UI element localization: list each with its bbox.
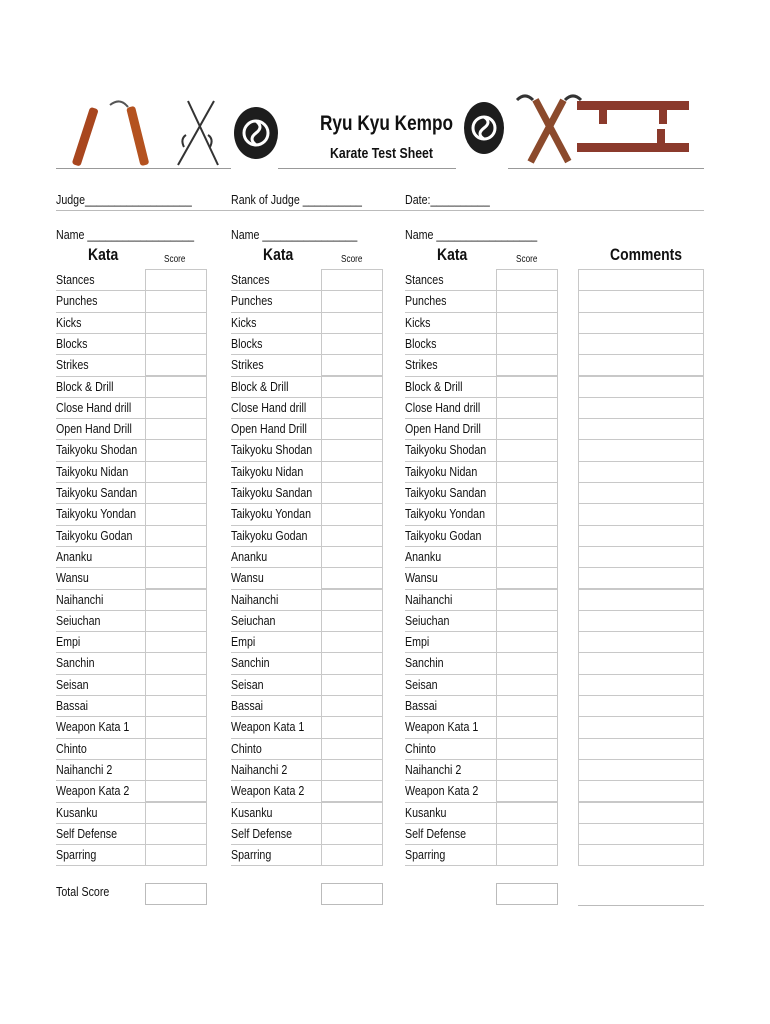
kata-label: Seisan bbox=[56, 676, 89, 692]
judge-field[interactable]: Judge__________________ bbox=[56, 192, 192, 207]
score-cell[interactable] bbox=[145, 780, 207, 802]
score-cell[interactable] bbox=[145, 503, 207, 525]
kata-label: Chinto bbox=[56, 740, 87, 756]
score-heading: Score bbox=[164, 254, 186, 265]
kata-label: Kusanku bbox=[405, 804, 447, 820]
score-cell[interactable] bbox=[321, 290, 383, 312]
score-cell[interactable] bbox=[321, 418, 383, 440]
comment-cell[interactable] bbox=[578, 716, 704, 738]
sai-icon bbox=[170, 95, 230, 170]
kama-icon bbox=[515, 90, 583, 170]
kata-label: Strikes bbox=[405, 357, 438, 373]
comment-cell[interactable] bbox=[578, 503, 704, 525]
comment-cell[interactable] bbox=[578, 674, 704, 696]
score-cell[interactable] bbox=[496, 674, 558, 696]
kata-label: Open Hand Drill bbox=[231, 421, 307, 437]
score-cell[interactable] bbox=[496, 439, 558, 461]
score-cell[interactable] bbox=[321, 780, 383, 802]
comment-cell[interactable] bbox=[578, 589, 704, 611]
comment-cell[interactable] bbox=[578, 844, 704, 866]
score-cell[interactable] bbox=[321, 439, 383, 461]
kata-label: Naihanchi bbox=[231, 591, 279, 607]
score-cell[interactable] bbox=[496, 461, 558, 483]
kata-label: Blocks bbox=[56, 335, 88, 351]
score-cell[interactable] bbox=[321, 802, 383, 824]
score-cell[interactable] bbox=[321, 269, 383, 291]
tonfa-icon bbox=[575, 95, 695, 165]
score-cell[interactable] bbox=[145, 397, 207, 419]
kata-label: Taikyoku Sandan bbox=[56, 485, 138, 500]
score-cell[interactable] bbox=[496, 418, 558, 440]
kata-label: Weapon Kata 2 bbox=[56, 783, 130, 799]
kata-label: Close Hand drill bbox=[405, 399, 481, 415]
kata-label: Self Defense bbox=[231, 825, 293, 841]
page-title: Ryu Kyu Kempo bbox=[320, 112, 453, 135]
score-cell[interactable] bbox=[496, 312, 558, 334]
score-cell[interactable] bbox=[321, 716, 383, 738]
comment-cell[interactable] bbox=[578, 290, 704, 312]
kata-label: Taikyoku Nidan bbox=[231, 463, 304, 479]
comment-cell[interactable] bbox=[578, 333, 704, 355]
nunchaku-icon bbox=[72, 95, 152, 170]
kata-label: Chinto bbox=[405, 740, 436, 756]
kata-label: Strikes bbox=[56, 357, 89, 373]
kata-label: Naihanchi 2 bbox=[231, 761, 288, 777]
score-cell[interactable] bbox=[321, 610, 383, 632]
kata-label: Taikyoku Shodan bbox=[231, 442, 313, 458]
score-cell[interactable] bbox=[496, 631, 558, 653]
kata-label: Seisan bbox=[405, 676, 438, 692]
divider bbox=[56, 210, 704, 211]
score-cell[interactable] bbox=[496, 290, 558, 312]
total-score-label: Total Score bbox=[56, 884, 110, 899]
total-score-box-2[interactable] bbox=[321, 883, 383, 905]
kata-label: Bassai bbox=[231, 698, 264, 713]
score-cell[interactable] bbox=[145, 823, 207, 845]
kata-label: Open Hand Drill bbox=[56, 421, 132, 437]
score-cell[interactable] bbox=[321, 354, 383, 376]
kata-label: Strikes bbox=[231, 357, 264, 373]
rank-of-judge-field[interactable]: Rank of Judge __________ bbox=[231, 192, 362, 207]
kata-label: Taikyoku Godan bbox=[405, 527, 482, 543]
kata-label: Open Hand Drill bbox=[405, 421, 481, 437]
score-cell[interactable] bbox=[496, 397, 558, 419]
kata-label: Weapon Kata 2 bbox=[231, 783, 305, 799]
comment-cell[interactable] bbox=[578, 823, 704, 845]
kata-label: Wansu bbox=[231, 570, 264, 586]
kata-label: Punches bbox=[405, 293, 447, 309]
kata-label: Block & Drill bbox=[405, 378, 463, 394]
comment-cell[interactable] bbox=[578, 439, 704, 461]
score-cell[interactable] bbox=[496, 567, 558, 589]
comment-cell[interactable] bbox=[578, 738, 704, 760]
score-cell[interactable] bbox=[321, 461, 383, 483]
total-score-box-3[interactable] bbox=[496, 883, 558, 905]
comment-cell[interactable] bbox=[578, 695, 704, 717]
score-cell[interactable] bbox=[145, 759, 207, 781]
score-cell[interactable] bbox=[496, 589, 558, 611]
comment-cell[interactable] bbox=[578, 652, 704, 674]
comment-cell[interactable] bbox=[578, 461, 704, 483]
kata-label: Seiuchan bbox=[56, 612, 101, 628]
score-cell[interactable] bbox=[496, 716, 558, 738]
kata-label: Ananku bbox=[56, 548, 93, 564]
name-field-3[interactable]: Name _________________ bbox=[405, 227, 538, 242]
score-cell[interactable] bbox=[145, 482, 207, 504]
kata-label: Taikyoku Nidan bbox=[56, 463, 129, 479]
comment-cell[interactable] bbox=[578, 269, 704, 291]
kata-label: Sparring bbox=[231, 847, 272, 863]
kata-label: Bassai bbox=[405, 698, 438, 713]
score-cell[interactable] bbox=[145, 461, 207, 483]
score-cell[interactable] bbox=[145, 802, 207, 824]
comment-cell[interactable] bbox=[578, 567, 704, 589]
score-heading: Score bbox=[341, 254, 363, 265]
divider bbox=[508, 168, 704, 169]
kata-label: Wansu bbox=[56, 570, 89, 586]
score-cell[interactable] bbox=[496, 503, 558, 525]
kata-label: Naihanchi 2 bbox=[405, 761, 462, 777]
comment-cell[interactable] bbox=[578, 418, 704, 440]
score-cell[interactable] bbox=[321, 546, 383, 568]
score-cell[interactable] bbox=[321, 503, 383, 525]
kata-label: Taikyoku Shodan bbox=[56, 442, 138, 458]
score-cell[interactable] bbox=[496, 525, 558, 547]
kata-label: Taikyoku Sandan bbox=[231, 485, 313, 500]
score-cell[interactable] bbox=[496, 823, 558, 845]
kata-label: Stances bbox=[56, 272, 95, 287]
comment-cell[interactable] bbox=[578, 397, 704, 419]
kata-heading: Kata bbox=[88, 245, 119, 264]
score-cell[interactable] bbox=[321, 759, 383, 781]
score-cell[interactable] bbox=[496, 652, 558, 674]
kata-heading: Kata bbox=[263, 245, 294, 264]
score-cell[interactable] bbox=[321, 312, 383, 334]
score-cell[interactable] bbox=[496, 376, 558, 398]
kata-label: Sparring bbox=[405, 847, 446, 863]
kata-label: Sanchin bbox=[56, 655, 95, 671]
comment-cell[interactable] bbox=[578, 376, 704, 398]
comment-cell[interactable] bbox=[578, 610, 704, 632]
score-cell[interactable] bbox=[496, 780, 558, 802]
kata-label: Punches bbox=[56, 293, 98, 309]
score-cell[interactable] bbox=[496, 844, 558, 866]
comment-cell[interactable] bbox=[578, 546, 704, 568]
score-cell[interactable] bbox=[496, 269, 558, 291]
kata-label: Seiuchan bbox=[231, 612, 276, 628]
score-cell[interactable] bbox=[145, 439, 207, 461]
score-cell[interactable] bbox=[145, 674, 207, 696]
kata-label: Block & Drill bbox=[231, 378, 289, 394]
kata-label: Stances bbox=[231, 272, 270, 287]
kata-label: Taikyoku Yondan bbox=[405, 506, 486, 522]
date-field[interactable]: Date:__________ bbox=[405, 192, 490, 207]
score-cell[interactable] bbox=[321, 525, 383, 547]
score-cell[interactable] bbox=[321, 397, 383, 419]
score-cell[interactable] bbox=[496, 354, 558, 376]
comment-cell[interactable] bbox=[578, 780, 704, 802]
score-cell[interactable] bbox=[145, 589, 207, 611]
comment-cell[interactable] bbox=[578, 802, 704, 824]
kata-label: Taikyoku Shodan bbox=[405, 442, 487, 458]
score-cell[interactable] bbox=[145, 738, 207, 760]
kata-label: Weapon Kata 1 bbox=[56, 719, 130, 735]
score-cell[interactable] bbox=[145, 354, 207, 376]
kata-label: Empi bbox=[231, 634, 256, 650]
kata-label: Taikyoku Godan bbox=[56, 527, 133, 543]
score-cell[interactable] bbox=[496, 333, 558, 355]
kata-label: Chinto bbox=[231, 740, 262, 756]
score-cell[interactable] bbox=[321, 652, 383, 674]
row-divider bbox=[56, 865, 145, 866]
kata-label: Seisan bbox=[231, 676, 264, 692]
score-heading: Score bbox=[516, 254, 538, 265]
kata-label: Taikyoku Sandan bbox=[405, 485, 487, 500]
score-cell[interactable] bbox=[321, 844, 383, 866]
row-divider bbox=[405, 865, 496, 866]
score-cell[interactable] bbox=[145, 376, 207, 398]
score-cell[interactable] bbox=[496, 610, 558, 632]
score-cell[interactable] bbox=[321, 738, 383, 760]
kata-label: Kusanku bbox=[231, 804, 273, 820]
kata-label: Seiuchan bbox=[405, 612, 450, 628]
tomoe-emblem-icon bbox=[232, 105, 280, 161]
score-cell[interactable] bbox=[321, 567, 383, 589]
kata-label: Sanchin bbox=[405, 655, 444, 671]
kata-label: Taikyoku Yondan bbox=[231, 506, 312, 522]
total-score-box-1[interactable] bbox=[145, 883, 207, 905]
comment-cell[interactable] bbox=[578, 631, 704, 653]
kata-label: Close Hand drill bbox=[231, 399, 307, 415]
kata-label: Self Defense bbox=[56, 825, 118, 841]
score-cell[interactable] bbox=[321, 482, 383, 504]
score-cell[interactable] bbox=[145, 610, 207, 632]
score-cell[interactable] bbox=[145, 418, 207, 440]
kata-label: Wansu bbox=[405, 570, 438, 586]
score-cell[interactable] bbox=[496, 695, 558, 717]
page-subtitle: Karate Test Sheet bbox=[330, 145, 433, 162]
kata-label: Kicks bbox=[56, 314, 82, 330]
name-field-2[interactable]: Name ________________ bbox=[231, 227, 358, 242]
divider bbox=[56, 168, 231, 169]
score-cell[interactable] bbox=[496, 738, 558, 760]
kata-label: Blocks bbox=[231, 335, 263, 351]
kata-label: Weapon Kata 1 bbox=[231, 719, 305, 735]
divider bbox=[278, 168, 456, 169]
kata-label: Kusanku bbox=[56, 804, 98, 820]
kata-heading: Kata bbox=[437, 245, 468, 264]
kata-label: Kicks bbox=[231, 314, 257, 330]
score-cell[interactable] bbox=[321, 674, 383, 696]
score-cell[interactable] bbox=[145, 695, 207, 717]
kata-label: Ananku bbox=[405, 548, 442, 564]
score-cell[interactable] bbox=[496, 546, 558, 568]
kata-label: Punches bbox=[231, 293, 273, 309]
kata-label: Taikyoku Nidan bbox=[405, 463, 478, 479]
score-cell[interactable] bbox=[145, 546, 207, 568]
score-cell[interactable] bbox=[145, 716, 207, 738]
score-cell[interactable] bbox=[145, 312, 207, 334]
score-cell[interactable] bbox=[145, 290, 207, 312]
kata-label: Self Defense bbox=[405, 825, 467, 841]
kata-label: Bassai bbox=[56, 698, 89, 713]
score-cell[interactable] bbox=[145, 269, 207, 291]
kata-label: Sparring bbox=[56, 847, 97, 863]
kata-label: Taikyoku Godan bbox=[231, 527, 308, 543]
score-cell[interactable] bbox=[145, 631, 207, 653]
kata-label: Block & Drill bbox=[56, 378, 114, 394]
score-cell[interactable] bbox=[321, 589, 383, 611]
score-cell[interactable] bbox=[145, 844, 207, 866]
score-cell[interactable] bbox=[496, 759, 558, 781]
comment-cell[interactable] bbox=[578, 312, 704, 334]
score-cell[interactable] bbox=[496, 802, 558, 824]
kata-label: Ananku bbox=[231, 548, 268, 564]
kata-label: Stances bbox=[405, 272, 444, 287]
kata-label: Close Hand drill bbox=[56, 399, 132, 415]
row-divider bbox=[231, 865, 321, 866]
kata-label: Taikyoku Yondan bbox=[56, 506, 137, 522]
score-cell[interactable] bbox=[321, 823, 383, 845]
score-cell[interactable] bbox=[145, 333, 207, 355]
total-comment-line bbox=[578, 905, 704, 906]
kata-label: Empi bbox=[405, 634, 430, 650]
score-cell[interactable] bbox=[321, 631, 383, 653]
comment-cell[interactable] bbox=[578, 525, 704, 547]
kata-label: Empi bbox=[56, 634, 81, 650]
kata-label: Kicks bbox=[405, 314, 431, 330]
kata-label: Weapon Kata 2 bbox=[405, 783, 479, 799]
kata-label: Naihanchi bbox=[405, 591, 453, 607]
comment-cell[interactable] bbox=[578, 759, 704, 781]
comments-heading: Comments bbox=[610, 245, 683, 264]
score-cell[interactable] bbox=[145, 652, 207, 674]
score-cell[interactable] bbox=[496, 482, 558, 504]
comment-cell[interactable] bbox=[578, 482, 704, 504]
kata-label: Naihanchi bbox=[56, 591, 104, 607]
kata-label: Weapon Kata 1 bbox=[405, 719, 479, 735]
score-cell[interactable] bbox=[145, 525, 207, 547]
kata-label: Naihanchi 2 bbox=[56, 761, 113, 777]
kata-label: Blocks bbox=[405, 335, 437, 351]
score-cell[interactable] bbox=[321, 333, 383, 355]
score-cell[interactable] bbox=[321, 376, 383, 398]
name-field-1[interactable]: Name __________________ bbox=[56, 227, 195, 242]
score-cell[interactable] bbox=[321, 695, 383, 717]
score-cell[interactable] bbox=[145, 567, 207, 589]
kata-label: Sanchin bbox=[231, 655, 270, 671]
comment-cell[interactable] bbox=[578, 354, 704, 376]
